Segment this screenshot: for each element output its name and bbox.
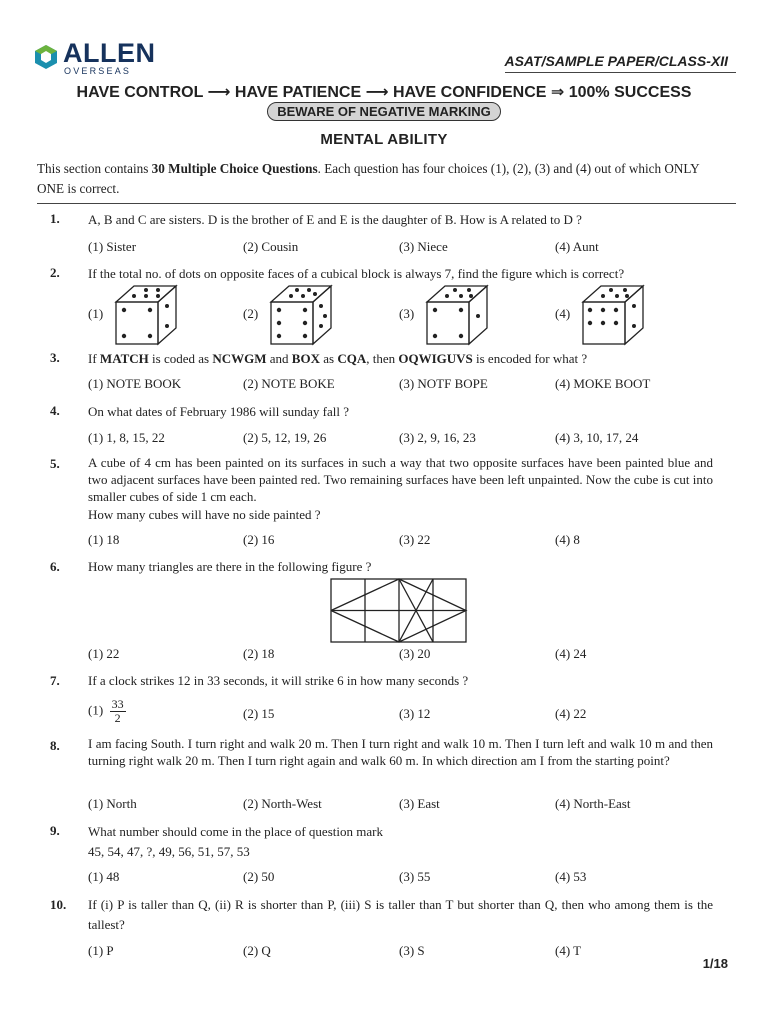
option-1[interactable]: (1) 48 (88, 869, 120, 884)
q3-text-part: If (88, 351, 100, 366)
question-number: 10. (50, 897, 67, 912)
intro-text-1: This section contains (37, 161, 152, 176)
q3-text-part: and (266, 351, 292, 366)
option-4[interactable]: (4) Aunt (555, 239, 599, 254)
option-3[interactable]: (3) Niece (399, 239, 448, 254)
intro-bold: 30 Multiple Choice Questions (151, 161, 318, 176)
logo-name: ALLEN (63, 38, 156, 68)
option-2[interactable]: (2) 50 (243, 869, 275, 884)
q3-text-part: is encoded for what ? (472, 351, 588, 366)
option-1[interactable]: (1) P (88, 943, 114, 958)
option-4[interactable]: (4) MOKE BOOT (555, 376, 651, 391)
header-divider (505, 72, 736, 73)
allen-logo-icon (33, 44, 59, 70)
option-3[interactable]: (3) S (399, 943, 425, 958)
q3-code-word: CQA (337, 351, 367, 366)
question-number: 6. (50, 559, 60, 574)
intro-text-2: . Each question has four choices (1), (2), (3) and (4) out of which ONLY ONE is correct. (37, 161, 700, 196)
warning-wrap (0, 102, 768, 121)
option-2[interactable]: (2) North-West (243, 796, 322, 811)
option-3[interactable]: (3) 55 (399, 869, 431, 884)
option-3[interactable]: (3) East (399, 796, 440, 811)
option-4[interactable]: (4) 24 (555, 646, 587, 661)
question-text: What number should come in the place of question mark (88, 824, 383, 839)
question-text: I am facing South. I turn right and walk 20 m. Then I turn right and walk 10 m. Then I turn left and walk 10 m and then turning right walk 20 m. Then I turn right again and walk 60 m. In which direction am I from the starting point? (88, 736, 713, 768)
number-series: 45, 54, 47, ?, 49, 56, 51, 57, 53 (88, 844, 250, 859)
question-text: If the total no. of dots on opposite faces of a cubical block is always 7, find the figure which is correct? (88, 266, 625, 281)
paper-title: ASAT/SAMPLE PAPER/CLASS-XII (504, 53, 728, 69)
question-text: If a clock strikes 12 in 33 seconds, it will strike 6 in how many seconds ? (88, 673, 469, 688)
q3-text-part: as (319, 351, 338, 366)
option-1[interactable] (88, 698, 126, 725)
motto: HAVE CONTROL ⟶ HAVE PATIENCE ⟶ HAVE CONFIDENCE ⇒ 100% SUCCESS (76, 84, 692, 101)
question-text: On what dates of February 1986 will sunday fall ? (88, 404, 350, 419)
option-2[interactable]: (2) (243, 306, 259, 321)
question-number: 7. (50, 673, 60, 688)
option-3[interactable]: (3) 2, 9, 16, 23 (399, 430, 476, 445)
question-text: A cube of 4 cm has been painted on its surfaces in such a way that two opposite surfaces have been painted blue and two adjacent surfaces have been painted red. Two remaining surfaces have been left unpainted. Now the cube is cut into smaller cubes of side 1 cm each. (88, 455, 713, 504)
option-2[interactable]: (2) Q (243, 943, 271, 958)
option-4[interactable]: (4) T (555, 943, 582, 958)
option-2[interactable]: (2) NOTE BOKE (243, 376, 335, 391)
question-text: If (i) P is taller than Q, (ii) R is shorter than P, (iii) S is taller than T but shorter than Q, then who among them is the tallest? (88, 897, 713, 932)
option-2[interactable]: (2) 5, 12, 19, 26 (243, 430, 327, 445)
section-title: MENTAL ABILITY (320, 131, 448, 148)
fraction-numerator: 33 (111, 697, 124, 711)
negative-marking-warning: BEWARE OF NEGATIVE MARKING (267, 102, 501, 121)
question-number: 1. (50, 211, 60, 226)
dice-figure-3 (425, 284, 491, 346)
option-3[interactable]: (3) (399, 306, 415, 321)
option-4[interactable]: (4) 8 (555, 532, 580, 547)
option-3[interactable]: (3) 20 (399, 646, 431, 661)
option-2[interactable]: (2) 16 (243, 532, 275, 547)
fraction-denominator: 2 (114, 711, 121, 725)
question-number: 8. (50, 738, 60, 753)
question-text (88, 350, 713, 367)
option-4[interactable]: (4) North-East (555, 796, 631, 811)
q3-code-word: OQWIGUVS (398, 351, 473, 366)
question-number: 9. (50, 823, 60, 838)
dice-figure-1 (114, 284, 180, 346)
option-1[interactable]: (1) North (88, 796, 137, 811)
option-4[interactable]: (4) 3, 10, 17, 24 (555, 430, 639, 445)
option-1[interactable]: (1) NOTE BOOK (88, 376, 182, 391)
dice-figure-4 (581, 284, 647, 346)
q3-code-word: MATCH (99, 351, 149, 366)
option-1[interactable]: (1) 18 (88, 532, 120, 547)
option-4[interactable]: (4) (555, 306, 571, 321)
option-2[interactable]: (2) 15 (243, 706, 275, 721)
page-number: 1/18 (702, 956, 728, 971)
option-1[interactable]: (1) (88, 306, 104, 321)
question-number: 5. (50, 456, 60, 471)
question-number: 2. (50, 265, 60, 280)
logo-subtitle: OVERSEAS (64, 66, 132, 76)
dice-figure-2 (269, 284, 335, 346)
option-1[interactable]: (1) 22 (88, 646, 120, 661)
section-intro (37, 159, 727, 199)
question-text: How many triangles are there in the following figure ? (88, 559, 372, 574)
q3-code-word: BOX (291, 351, 320, 366)
option-1[interactable]: (1) Sister (88, 239, 137, 254)
fraction (110, 698, 126, 725)
option-4[interactable]: (4) 22 (555, 706, 587, 721)
option-3[interactable]: (3) 12 (399, 706, 431, 721)
option-3[interactable]: (3) 22 (399, 532, 431, 547)
q3-code-word: NCWGM (212, 351, 267, 366)
question-number: 3. (50, 350, 60, 365)
option-3[interactable]: (3) NOTF BOPE (399, 376, 488, 391)
option-1[interactable]: (1) 1, 8, 15, 22 (88, 430, 165, 445)
option-4[interactable]: (4) 53 (555, 869, 587, 884)
section-divider (37, 203, 736, 204)
question-text-line2: How many cubes will have no side painted ? (88, 507, 321, 522)
option-label: (1) (88, 702, 104, 718)
q3-text-part: is coded as (148, 351, 213, 366)
question-text: A, B and C are sisters. D is the brother of E and E is the daughter of B. How is A related to D ? (88, 212, 582, 227)
option-2[interactable]: (2) 18 (243, 646, 275, 661)
option-2[interactable]: (2) Cousin (243, 239, 299, 254)
triangle-figure (330, 578, 468, 644)
question-number: 4. (50, 403, 60, 418)
q3-text-part: , then (366, 351, 399, 366)
